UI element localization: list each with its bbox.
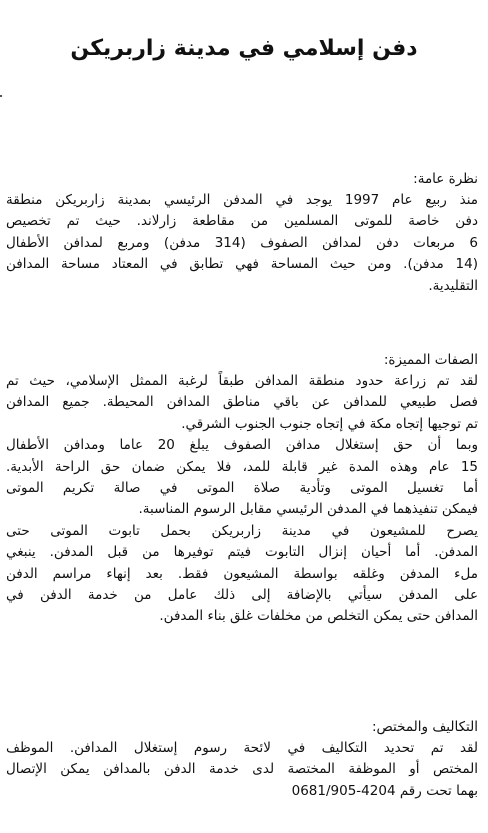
paragraph-line: وبما أن حق إستغلال مدافن الصفوف يبلغ 20 عاما ومدافن الأطفال — [6, 437, 478, 454]
paragraph-line: المدفن. أما أحيان إنزال التابوت فيتم توفيرها من قبل المدفن. ينبغي — [6, 544, 478, 561]
section-heading-overview: نظرة عامة: — [413, 171, 478, 187]
paragraph-line: المختص أو الموظفة المختصة لدى خدمة الدفن بالمدافن يمكن الإتصال — [6, 761, 478, 778]
paragraph-line: أما تغسيل الموتى وتأدية صلاة الموتى في صالة تكريم الموتى — [6, 480, 478, 497]
document-title: دفن إسلامي في مدينة زاربريكن — [70, 36, 418, 61]
section-overview — [6, 169, 478, 297]
paragraph-line: 15 عام وهذه المدة غير قابلة للمد، فلا يمكن ضمان حق الراحة الأبدية. — [6, 458, 478, 475]
paragraph-line: يصرح للمشيعون في مدينة زاربريكن بحمل تابوت الموتى حتى — [6, 522, 478, 539]
paragraph-line: فيمكن تنفيذهما في المدفن الرئيسي مقابل الرسوم المناسبة. — [138, 501, 478, 518]
paragraph-line: لقد تم تحديد التكاليف في لائحة رسوم إستغلال المدافن. الموظف — [6, 740, 478, 756]
paragraph-line: 6 مربعات دفن لمدافن الصفوف (314 مدفن) ومربع لمدافن الأطفال — [6, 234, 478, 251]
contact-phone-line: بهما تحت رقم 4204-0681/905 — [291, 782, 478, 799]
section-heading-costs: التكاليف والمختص: — [371, 719, 478, 735]
section-heading-features: الصفات المميزة: — [383, 352, 478, 368]
paragraph-line: دفن خاصة للموتى المسلمين من مقاطعة زارلاند. حيث تم تخصيص — [6, 213, 478, 230]
paragraph-line: التقليدية. — [428, 277, 478, 294]
paragraph-line: تم توجيها إتجاه مكة في إتجاه جنوب الجنوب الشرقي. — [181, 415, 478, 432]
paragraph-line: المدافن حتى يمكن التخلص من مخلفات غلق بناء المدفن. — [159, 608, 478, 625]
paragraph-line: (14 مدفن). ومن حيث المساحة فهي تطابق في المعتاد مساحة المدافن — [6, 256, 478, 273]
paragraph-line: على المدفن سيأتي بالإضافة إلى ذلك عامل من خدمة الدفن في — [6, 587, 478, 604]
paragraph-line: فصل طبيعي للمدافن عن باقي مناطق المدافن المحيطة. جميع المدافن — [6, 394, 478, 411]
margin-mark — [0, 95, 2, 97]
paragraph-line: ملء المدفن وغلقه بواسطة المشيعون فقط. بعد إنهاء مراسم الدفن — [6, 565, 478, 582]
section-costs — [6, 717, 478, 802]
paragraph-line: منذ ربيع عام 1997 يوجد في المدفن الرئيسي بمدينة زاربريكن منطقة — [6, 192, 478, 208]
section-features — [6, 350, 478, 628]
paragraph-line: لقد تم زراعة حدود منطقة المدافن طبقاً لرغبة الممثل الإسلامي، حيث تم — [6, 373, 478, 389]
